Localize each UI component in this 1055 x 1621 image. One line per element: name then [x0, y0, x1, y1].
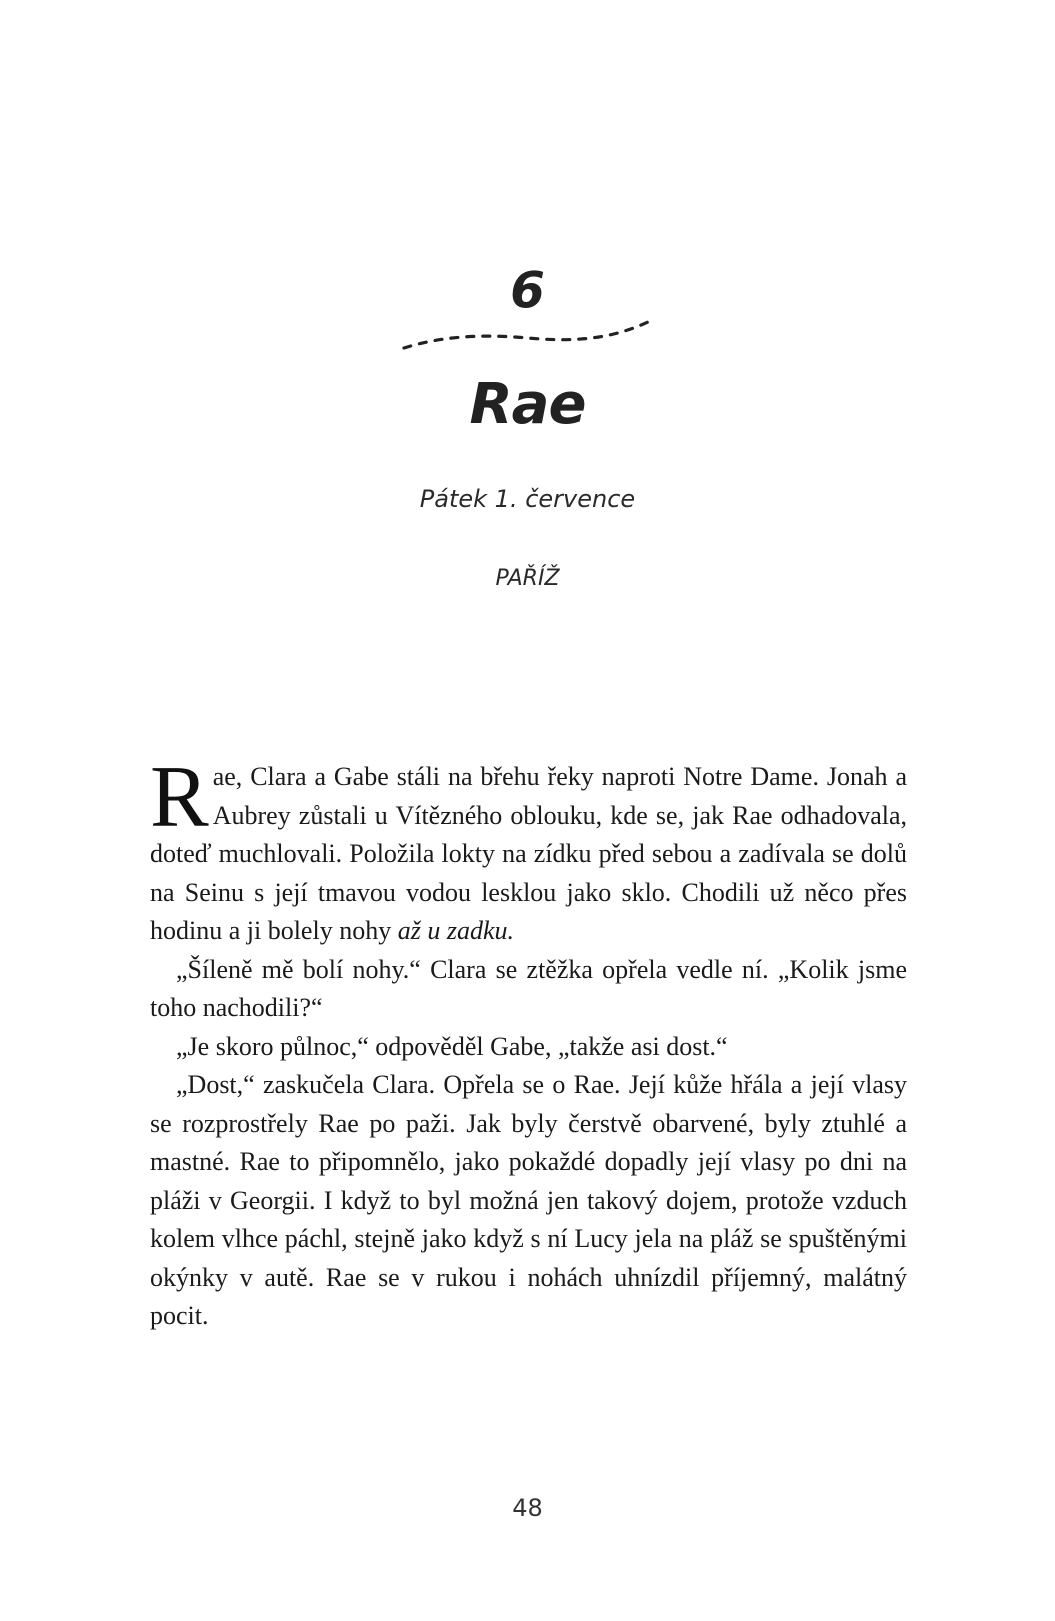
paragraph-3: „Je skoro půlnoc,“ odpověděl Gabe, „takže asi dost.“	[176, 1031, 728, 1061]
paragraph-2: „Šíleně mě bolí nohy.“ Clara se ztěžka opřela vedle ní. „Kolik jsme toho nachodili?“	[150, 954, 907, 1022]
chapter-number: 6	[510, 261, 545, 319]
paragraph-1-emphasis: až u zadku.	[397, 916, 514, 945]
paragraph-4: „Dost,“ zaskučela Clara. Opřela se o Rae. Její kůže hřála a její vlasy se rozprostřely Rae po paži. Jak byly čerstvě obarvené, byly ztuhlé a mastné. Rae to připomnělo, jako pokaždé dopadly její vlasy po dni na pláži v Georgii. I když to byl možná jen takový dojem, protože vzduch kolem vlhce páchl, stejně jako když s ní Lucy jela na pláž se spuštěnými okýnky v autě. Rae se v rukou i nohách uhnízdil příjemný, malátný pocit.	[150, 1070, 907, 1330]
paragraph-1-text: ae, Clara a Gabe stáli na břehu řeky naproti Notre Dame. Jonah a Aubrey zůstali u Vítězného oblouku, kde se, jak Rae odhadovala, doteď muchlovali. Položila lokty na zídku před sebou a zadívala se dolů na Seinu s její tmavou vodou lesklou jako sklo. Chodili už něco přes hodinu a ji bolely nohy	[150, 762, 907, 945]
page-number: 48	[512, 1494, 543, 1522]
chapter-date: Pátek 1. července	[419, 485, 636, 513]
chapter-body	[150, 749, 907, 1336]
chapter-title: Rae	[469, 372, 586, 437]
drop-cap: R	[150, 749, 209, 846]
paragraph-1	[150, 749, 907, 951]
chapter-place: PAŘÍŽ	[495, 566, 560, 591]
dashed-wave-divider	[402, 318, 654, 358]
